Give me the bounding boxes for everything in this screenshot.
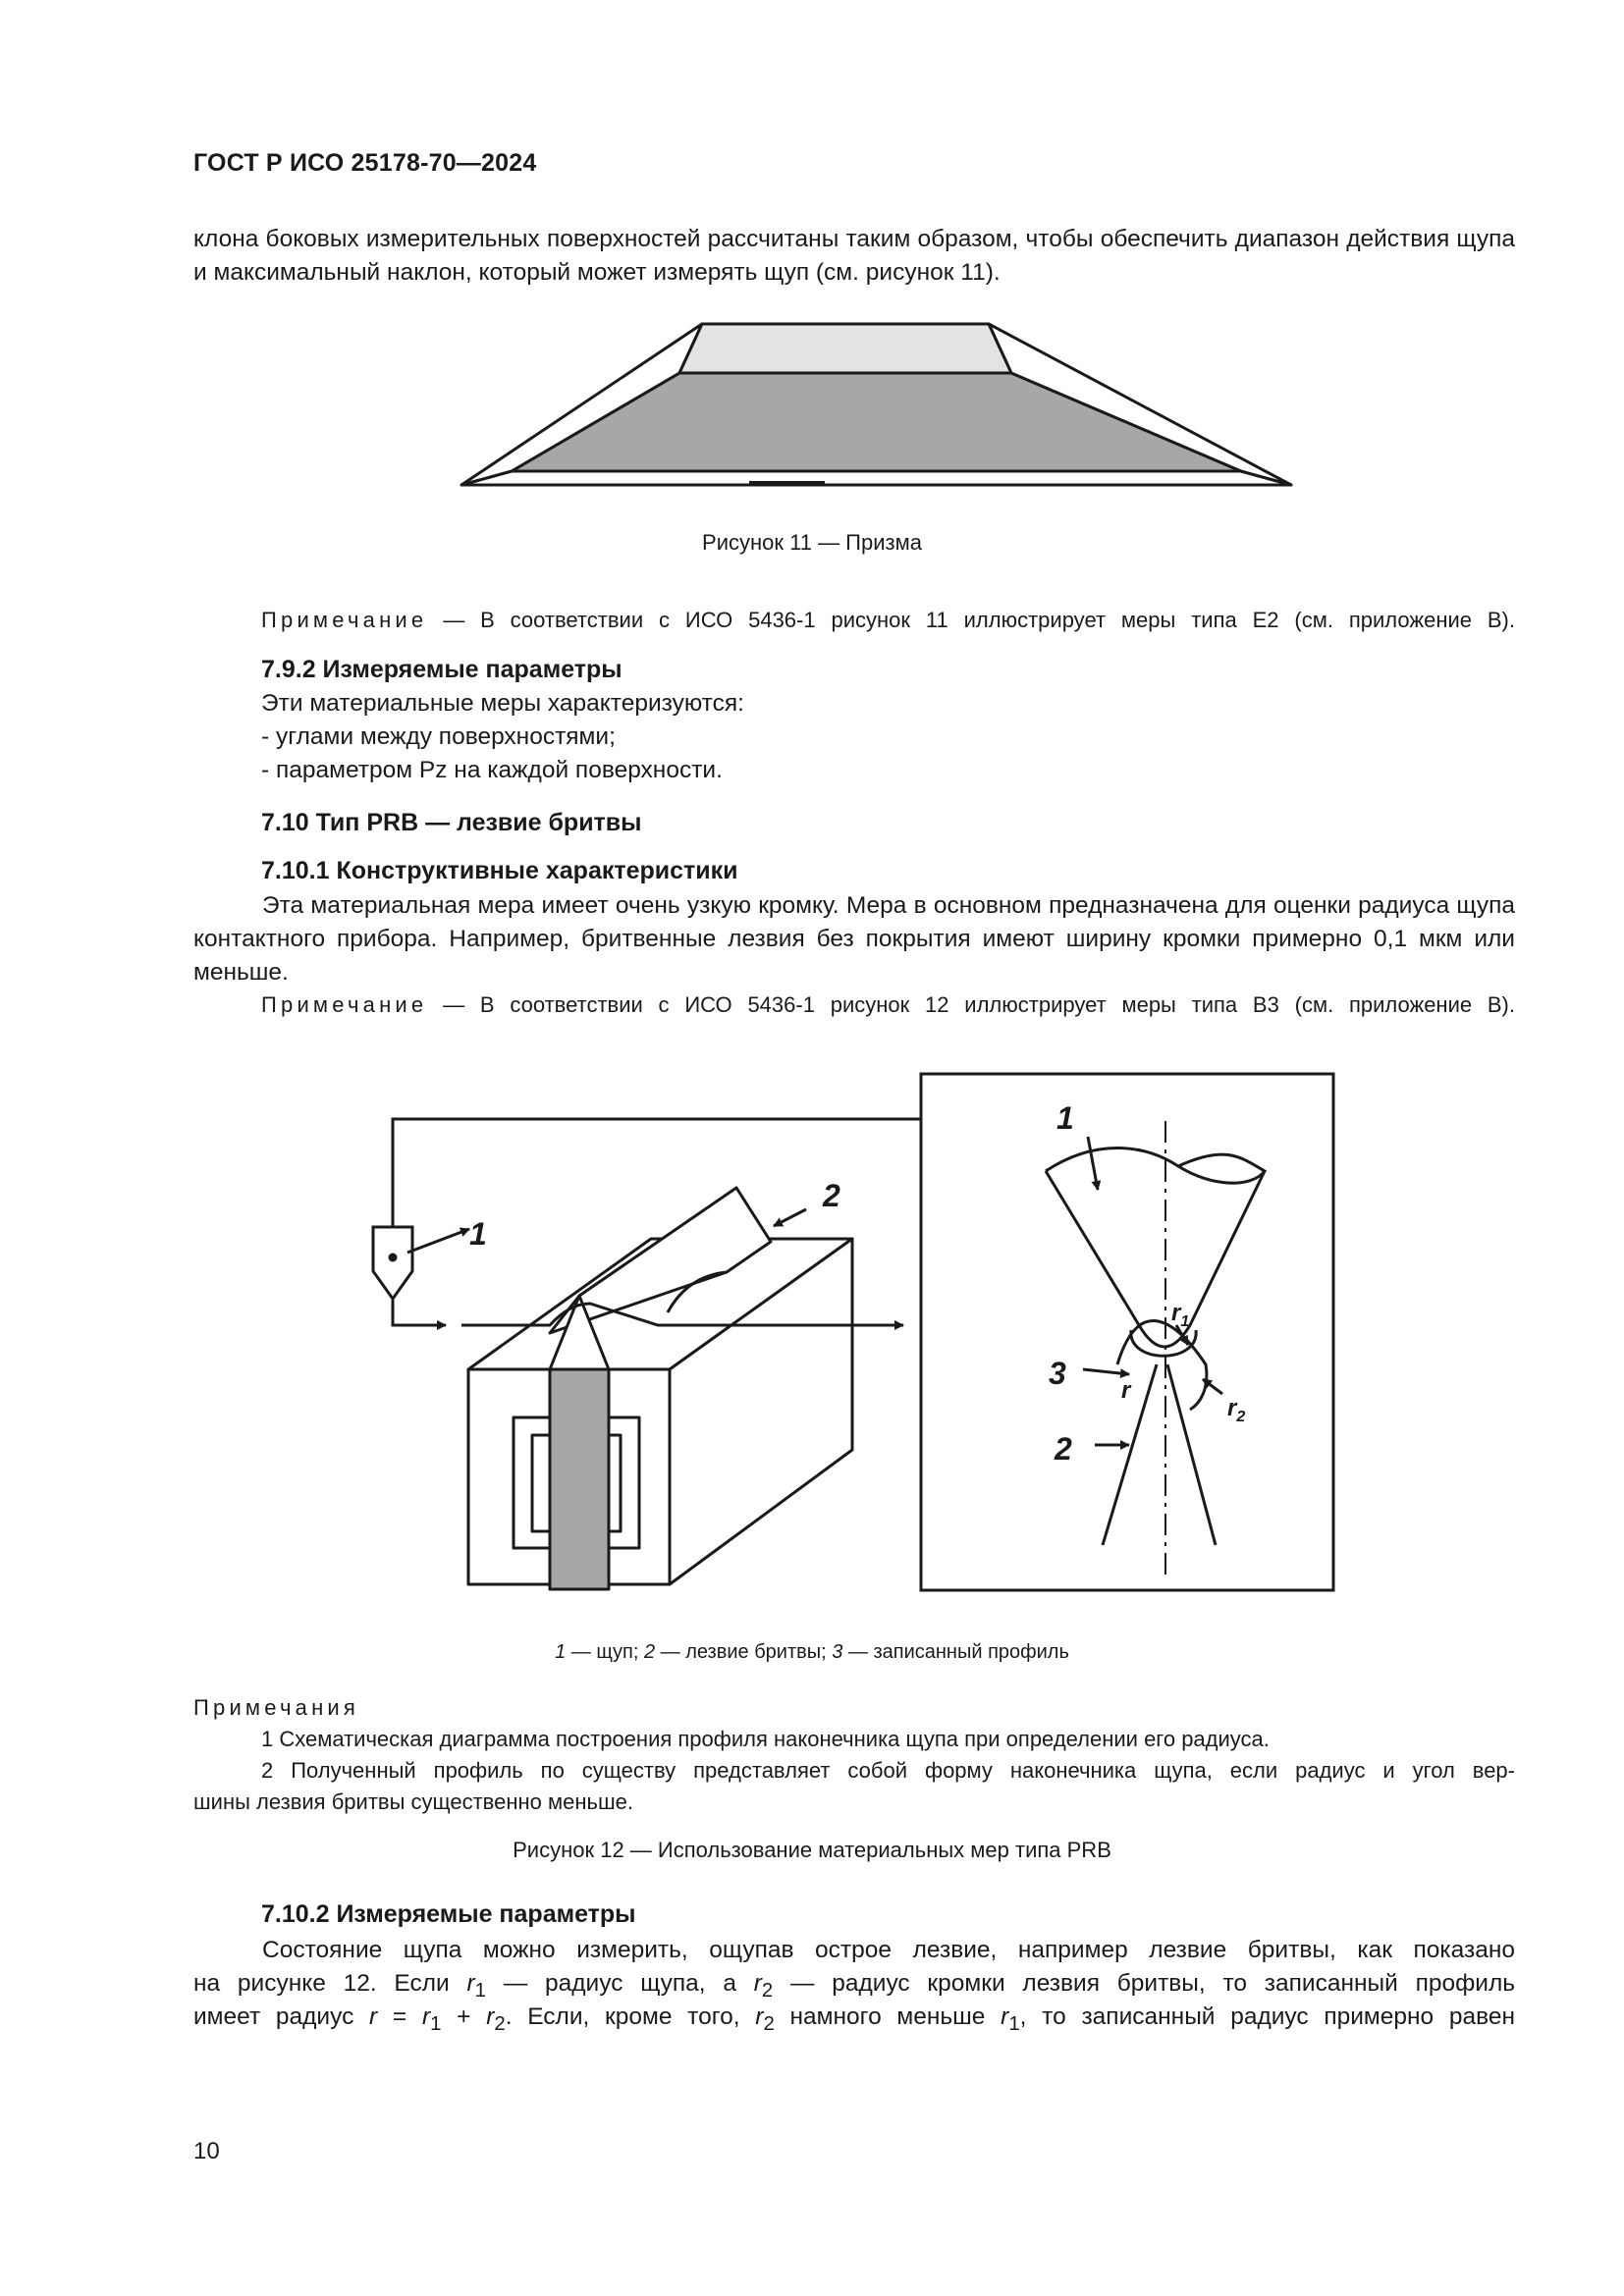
note-figure-12 xyxy=(261,989,1515,1021)
section-7-10-heading: 7.10 Тип PRB — лезвие бритвы xyxy=(261,809,642,836)
legend-number: 2 xyxy=(643,1641,656,1663)
section-7-9-2-lead: Эти материальные меры характеризуются: xyxy=(261,690,744,717)
figure-12-caption: Рисунок 12 — Использование материальных мер типа PRB xyxy=(513,1838,1111,1862)
legend-number: 1 xyxy=(555,1641,567,1663)
legend-text: — записанный профиль xyxy=(842,1641,1069,1663)
note-text: — В соответствии с ИСО 5436-1 рисунок 11 иллюстрирует меры типа E2 (см. приложение В). xyxy=(427,608,1515,632)
razor-blade-block xyxy=(468,1188,852,1589)
figure-12-diagram xyxy=(0,1060,1624,1610)
list-item: - параметром Pz на каждой поверхности. xyxy=(261,757,723,783)
label-razor-blade-detail: 2 xyxy=(1055,1431,1072,1467)
section-7-9-2-heading: 7.9.2 Измеряемые параметры xyxy=(261,656,623,683)
section-7-10-1-text: Эта материальная мера имеет очень узкую кромку. Мера в основном предназначена для оценки радиуса щупа контактного прибора. Например, бритвенные лезвия без покрытия имеют ширину кромки примерно 0,1 мкм или меньше. xyxy=(193,892,1515,986)
label-razor-blade: 2 xyxy=(823,1178,840,1213)
figure-12-notes-label: Примечания xyxy=(193,1695,360,1720)
figure-12-note: 1 Схематическая диаграмма построения профиля наконечника щупа при определении его радиуса. xyxy=(261,1727,1270,1751)
label-r: r xyxy=(1121,1377,1131,1404)
label-r2: $r_2$ xyxy=(1227,1395,1246,1425)
figure-11-caption: Рисунок 11 — Призма xyxy=(702,530,922,555)
legend-number: 3 xyxy=(832,1641,843,1663)
intro-paragraph: клона боковых измерительных поверхностей рассчитаны таким образом, чтобы обеспечить диапазон действия щупа и максимальный наклон, который может измерять щуп (см. рисунок 11). xyxy=(193,226,1515,286)
figure-12-legend xyxy=(0,1641,1624,1664)
note-text: — В соответствии с ИСО 5436-1 рисунок 12 иллюстрирует меры типа В3 (см. приложение В). xyxy=(427,992,1515,1017)
section-7-10-2-line: имеет радиус $r = r_1 + r_2$. Если, кроме того, $r_2$ намного меньше $r_1$, то записанный радиус примерно равен xyxy=(193,2003,1516,2035)
note-figure-11 xyxy=(261,605,1515,636)
figure-11-prism xyxy=(412,314,1296,496)
label-probe: 1 xyxy=(469,1216,487,1252)
note-label: Примечание xyxy=(261,608,428,632)
figure-12-note: шины лезвия бритвы существенно меньше. xyxy=(193,1789,633,1814)
document-header: ГОСТ Р ИСО 25178-70—2024 xyxy=(193,149,537,177)
label-r1: $r_1$ xyxy=(1171,1300,1190,1330)
figure-12-note: 2 Полученный профиль по существу представляет собой форму наконечника щупа, если радиус и угол вер- xyxy=(261,1758,1515,1783)
section-7-10-2-line: на рисунке 12. Если $r_1$ — радиус щупа, а $r_2$ — радиус кромки лезвия бритвы, то записанный профиль xyxy=(193,1970,1516,2002)
note-label: Примечание xyxy=(261,992,428,1017)
detail-view-frame xyxy=(921,1074,1333,1590)
legend-text: — лезвие бритвы; xyxy=(655,1641,833,1663)
label-probe-detail: 1 xyxy=(1056,1100,1074,1136)
label-recorded-profile: 3 xyxy=(1049,1356,1066,1391)
section-7-10-2-heading: 7.10.2 Измеряемые параметры xyxy=(261,1900,636,1928)
list-item: - углами между поверхностями; xyxy=(261,723,616,750)
section-7-10-1-heading: 7.10.1 Конструктивные характеристики xyxy=(261,857,738,884)
section-7-10-2-line: Состояние щупа можно измерить, ощупав острое лезвие, например лезвие бритвы, как показано xyxy=(262,1937,1515,1963)
page-number: 10 xyxy=(193,2138,220,2164)
legend-text: — щуп; xyxy=(566,1641,644,1663)
